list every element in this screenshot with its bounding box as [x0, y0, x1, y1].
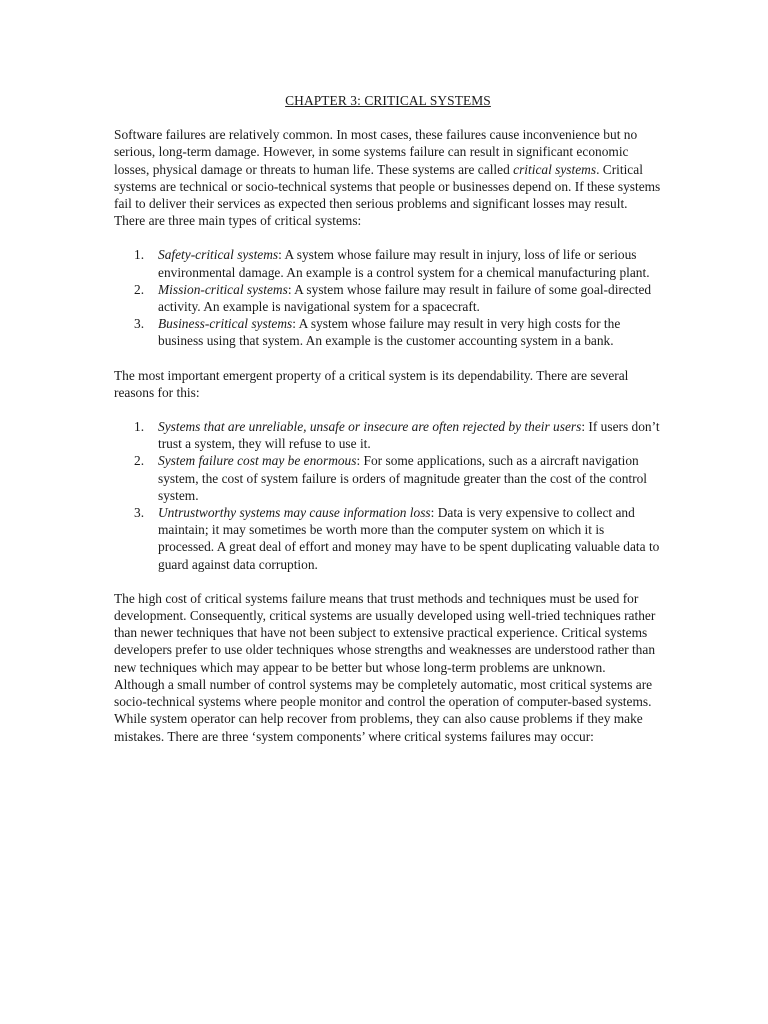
- list-text: : Data is very expensive to collect and maintain; it may sometimes be worth more than the computer system on which it is processed. A great deal of effort and money may have to be spent duplicating valuable data to guard against data corruption.: [158, 505, 660, 572]
- list-number: 3.: [134, 316, 145, 332]
- chapter-title: CHAPTER 3: CRITICAL SYSTEMS: [285, 93, 491, 108]
- cost-paragraph: The high cost of critical systems failure means that trust methods and techniques must be used for development. Consequently, critical systems are usually developed using well-tried techniques rather than newer techniques that have not been subject to extensive practical experience. Critical systems developers prefer to use older techniques whose strengths and weaknesses are understood rather than new techniques which may appear to be better but whose long-term problems are unknown.: [114, 590, 656, 675]
- list-term: Systems that are unreliable, unsafe or insecure are often rejected by their users: [158, 419, 582, 435]
- list-item: [114, 315, 662, 349]
- spacer: [114, 401, 662, 418]
- list-number: 1.: [134, 247, 145, 263]
- list-number: 2.: [134, 281, 145, 297]
- list-item: [114, 418, 662, 452]
- intro-text-part2: . Critical systems are technical or socio-technical systems that people or businesses depend on. If these systems fail to deliver their services as expected then serious problems and significant losses may result.: [114, 161, 661, 212]
- list-text: : If users don’t trust a system, they will refuse to use it.: [158, 419, 660, 452]
- list-number: 3.: [134, 505, 145, 521]
- list-text: : For some applications, such as a aircraft navigation system, the cost of system failure is orders of magnitude greater than the cost of the control system.: [158, 453, 647, 503]
- list-term: Business-critical systems: [158, 316, 293, 332]
- spacer: [114, 229, 662, 246]
- spacer: [114, 350, 662, 367]
- list-text: : A system whose failure may result in injury, loss of life or serious environmental damage. An example is a control system for a chemical manufacturing plant.: [158, 247, 650, 280]
- spacer: [114, 573, 662, 590]
- reasons-list: [114, 418, 662, 573]
- dependability-paragraph: The most important emergent property of a critical system is its dependability. There are several reasons for this:: [114, 367, 629, 400]
- list-number: 1.: [134, 419, 145, 435]
- intro-paragraph: [114, 126, 662, 212]
- list-term: System failure cost may be enormous: [158, 453, 357, 469]
- list-text: : A system whose failure may result in failure of some goal-directed activity. An example is navigational system for a spacecraft.: [158, 281, 652, 315]
- document-page: [114, 92, 662, 745]
- list-item: [114, 504, 662, 573]
- intro-term: critical systems: [513, 161, 597, 177]
- list-term: Mission-critical systems: [158, 281, 288, 297]
- components-paragraph: Although a small number of control systems may be completely automatic, most critical systems are socio-technical systems where people monitor and control the operation of computer-based systems. While system operator can help recover from problems, they can also cause problems if they make mistakes. There are three ‘system components’ where critical systems failures may occur:: [114, 676, 653, 744]
- intro-text-part1: Software failures are relatively common. In most cases, these failures cause inconvenience but no serious, long-term damage. However, in some systems failure can result in significant economic losses, physical damage or threats to human life. These systems are called: [114, 127, 638, 177]
- list-term: Untrustworthy systems may cause information loss: [158, 505, 431, 521]
- list-item: [114, 246, 662, 280]
- list-item: [114, 452, 662, 504]
- list-number: 2.: [134, 453, 145, 469]
- list-term: Safety-critical systems: [158, 247, 279, 263]
- list-item: [114, 281, 662, 315]
- types-intro: There are three main types of critical systems:: [114, 213, 362, 229]
- list-text: : A system whose failure may result in very high costs for the business using that system. An example is the customer accounting system in a bank.: [158, 316, 621, 349]
- types-list: [114, 246, 662, 349]
